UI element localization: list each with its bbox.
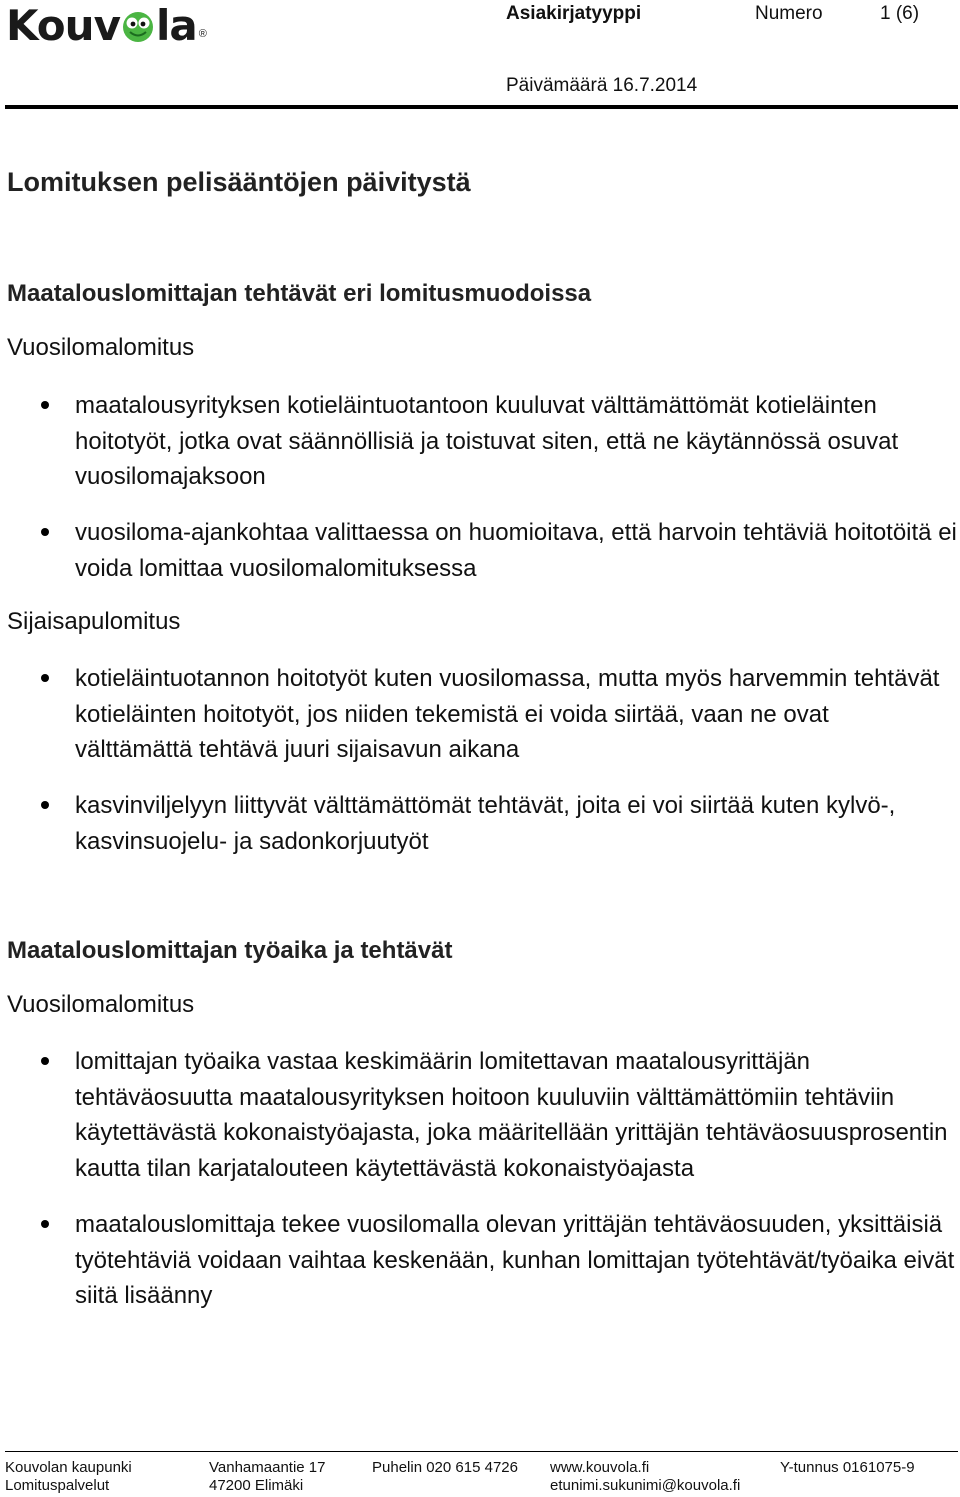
number-label: Numero: [755, 3, 823, 24]
list-item: [0, 388, 960, 495]
document-type: Asiakirjatyyppi: [506, 3, 642, 24]
list-item: [0, 515, 960, 586]
bullet-list-vuosilomalomitus: [0, 388, 960, 587]
footer-street: Vanhamaantie 17: [209, 1459, 326, 1476]
list-item-text: maatalousyrityksen kotieläintuotantoon kuuluvat välttämättömät kotieläinten hoitotyöt, jotka ovat säännöllisiä ja toistuvat siten, että ne käytännössä osuvat vuosilomajaksoon: [75, 392, 899, 491]
list-item: [0, 1207, 960, 1314]
footer-organization: Kouvolan kaupunki: [5, 1459, 132, 1476]
page-title: Lomituksen pelisääntöjen päivitystä: [7, 167, 471, 197]
header-divider: [5, 105, 958, 109]
footer-phone: Puhelin 020 615 4726: [372, 1459, 518, 1476]
registered-mark: ®: [198, 28, 207, 40]
logo-face-icon: [121, 11, 155, 43]
footer-email-link[interactable]: etunimi.sukunimi@kouvola.fi: [550, 1477, 741, 1494]
page-number: 1 (6): [880, 3, 920, 24]
bullet-dot-icon: [41, 1057, 49, 1065]
list-item-text: maatalouslomittaja tekee vuosilomalla olevan yrittäjän tehtäväosuuden, yksittäisiä työtehtäviä voidaan vaihtaa keskenään, kunhan lomittajan työtehtävät/työaika eivät siitä lisäänny: [75, 1210, 955, 1310]
footer-divider: [5, 1451, 958, 1452]
subheading-vuosilomalomitus: Vuosilomalomitus: [7, 334, 195, 361]
document-date: Päivämäärä 16.7.2014: [506, 75, 698, 96]
list-item: [0, 661, 960, 768]
bullet-list-working-time: [0, 1044, 960, 1314]
bullet-dot-icon: [41, 401, 49, 409]
list-item-text: kasvinviljelyyn liittyvät välttämättömät tehtävät, joita ei voi siirtää kuten kylvö-, kasvinsuojelu- ja sadonkorjuutyöt: [75, 792, 896, 855]
bullet-dot-icon: [41, 528, 49, 536]
footer-unit: Lomituspalvelut: [5, 1477, 110, 1494]
logo-text-start: Kouv: [6, 1, 120, 50]
bullet-dot-icon: [41, 801, 49, 809]
bullet-list-sijaisapulomitus: [0, 661, 960, 860]
list-item: [0, 788, 960, 859]
subheading-vuosilomalomitus-2: Vuosilomalomitus: [7, 991, 195, 1018]
list-item-text: lomittajan työaika vastaa keskimäärin lomitettavan maatalousyrittäjän tehtäväosuutta maatalousyrityksen hoitoon kuuluviin välttämättömiin tehtäviin käytettävästä kokonaistyöajasta, joka määritellään yrittäjän tehtäväosuusprosentin kautta tilan karjatalouteen käytettävästä kokonaistyöajasta: [75, 1048, 948, 1183]
footer-business-id: Y-tunnus 0161075-9: [780, 1459, 915, 1476]
logo-text-end: la: [155, 1, 197, 50]
section-heading-working-time: Maatalouslomittajan työaika ja tehtävät: [7, 937, 453, 964]
kouvola-logo: [6, 3, 207, 49]
list-item-text: kotieläintuotannon hoitotyöt kuten vuosilomassa, mutta myös harvemmin tehtävät kotieläinten hoitotyöt, jos niiden tekemistä ei voida siirtää, vaan ne ovat välttämättä tehtävä juuri sijaisavun aikana: [75, 665, 940, 764]
section-heading-tasks: Maatalouslomittajan tehtävät eri lomitusmuodoissa: [7, 280, 592, 307]
bullet-dot-icon: [41, 674, 49, 682]
list-item-text: vuosiloma-ajankohtaa valittaessa on huomioitava, että harvoin tehtäviä hoitotöitä ei voida lomittaa vuosilomalomituksessa: [75, 519, 957, 582]
bullet-dot-icon: [41, 1220, 49, 1228]
subheading-sijaisapulomitus: Sijaisapulomitus: [7, 608, 181, 635]
footer-postal: 47200 Elimäki: [209, 1477, 304, 1494]
footer-website-link[interactable]: www.kouvola.fi: [550, 1459, 650, 1476]
list-item: [0, 1044, 960, 1187]
